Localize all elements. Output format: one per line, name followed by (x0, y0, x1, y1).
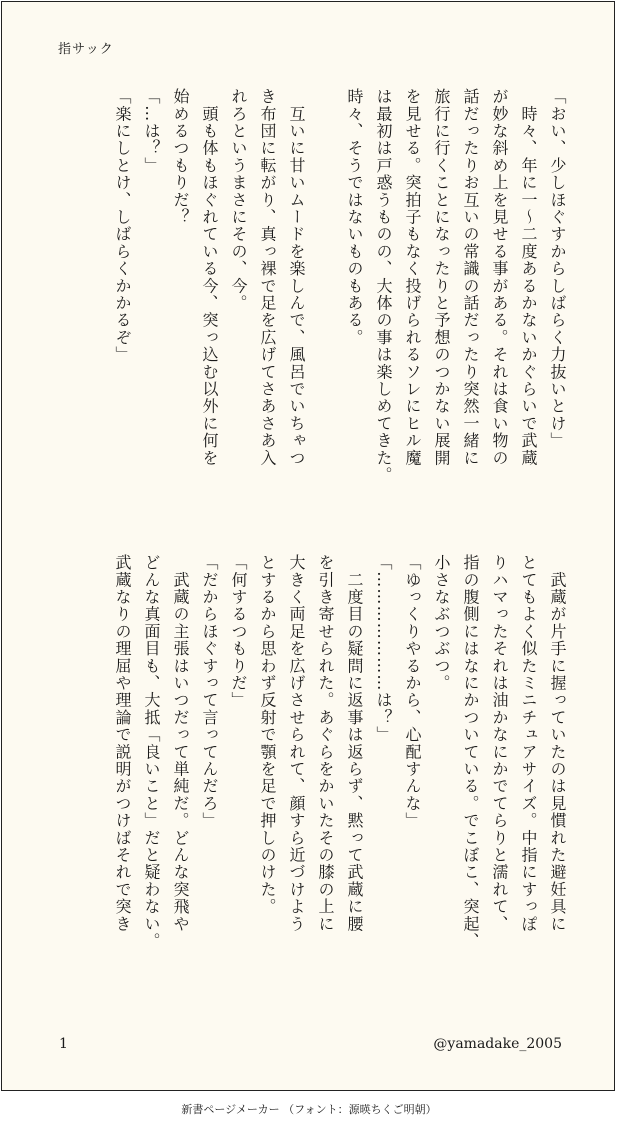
book-page (1, 1, 615, 1091)
author-handle: @yamadake_2005 (433, 1036, 562, 1052)
body-text-bottom-block: 武蔵が片手に握っていたのは見慣れた避妊具に とてもよく似たミニチュアサイズ。中指にすっぽ りハマったそれは油かなにかでてらりと濡れて、 指の腹側にはなにかついている。でこぼこ、突起、 小さなぶつぶつ。 「ゆっくりやるから、心配すんな」 「…………………は？」 二度目の疑問に返事は返らず、黙って武蔵に腰 を引き寄せられた。あぐらをかいたその膝の上に 大きく両足を広げさせられて、顔すら近づけよう とするから思わず反射で顎を足で押しのけた。 「何するつもりだ」 「だからほぐすって言ってんだろ」 武蔵の主張はいつだって単純だ。どんな突飛や どんな真面目も、大抵「良いこと」だと疑わない。 武蔵なりの理屈や理論で説明がつけばそれで突き (113, 554, 567, 950)
page-header-title: 指サック (58, 42, 114, 57)
page-number: 1 (59, 1036, 68, 1052)
body-text-top-block: 「おい、少しほぐすからしばらく力抜いとけ」 時々、年に一～二度あるかないかぐらいで武蔵 が妙な斜め上を見せる事がある。それは食い物の 話だったりお互いの常識の話だったり突然一緒に 旅行に行くことになったりと予想のつかない展開 を見せる。突拍子もなく投げられるソレにヒル魔 は最初は戸惑うものの、大体の事は楽しめてきた。 時々、そうではないものもある。 互いに甘いムードを楽しんで、風呂でいちゃつ き布団に転がり、真っ裸で足を広げてさあさあ入 れろというまさにその、今。 頭も体もほぐれている今、突っ込む以外に何を 始めるつもりだ？ 「…は？」 「楽にしとけ、しばらくかかるぞ」 (113, 88, 567, 484)
generator-credit: 新書ページメーカー （フォント：源暎ちくご明朝） (181, 1103, 437, 1116)
